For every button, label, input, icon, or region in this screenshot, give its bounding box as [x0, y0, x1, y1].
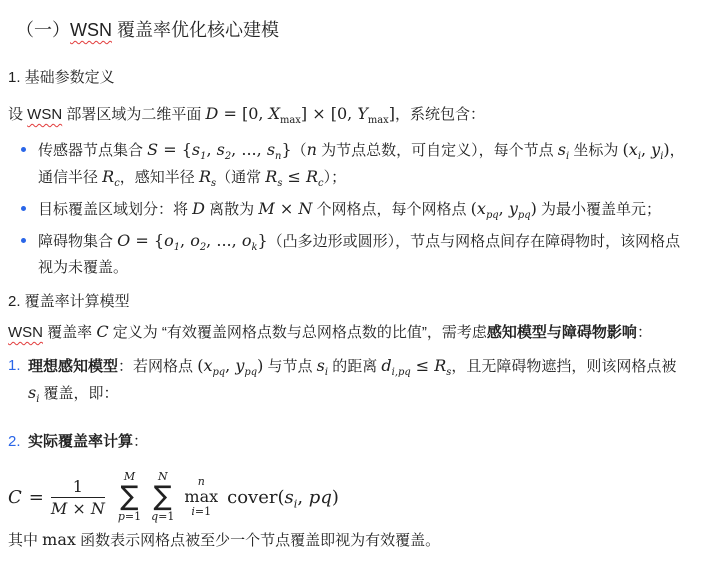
text-run: 覆盖率	[43, 324, 97, 341]
text-run: （通常	[216, 169, 266, 186]
bullet-item-grid-partition	[8, 196, 687, 223]
fraction	[51, 477, 105, 518]
coverage-formula	[8, 471, 687, 523]
text-run: 覆盖率优化核心建模	[112, 20, 280, 40]
inline-math: $R_s$	[198, 167, 217, 190]
text-run: ，系统包含：	[395, 106, 486, 123]
item-text	[28, 433, 148, 450]
text-run: ，感知半径	[119, 169, 199, 186]
text-run: 传感器节点集合	[38, 142, 148, 159]
text-run: 障碍物集合	[38, 233, 118, 250]
inline-math: ($x_{pq}$, $y_{pq}$)	[197, 356, 264, 379]
bullet-text	[38, 140, 685, 190]
subsection-heading-2: 2. 覆盖率计算模型	[8, 293, 130, 310]
inline-math: M × N	[258, 199, 313, 218]
parameter-bullet-list	[8, 137, 687, 281]
text-run: （一）	[16, 20, 70, 40]
inline-math: C	[96, 322, 109, 341]
text-run: 离散为	[205, 201, 259, 218]
item-number: 1.	[8, 357, 21, 374]
coverage-definition-paragraph	[8, 320, 687, 345]
deploy-region-paragraph	[8, 101, 687, 128]
item-text	[28, 356, 677, 406]
inline-math: ($x_{pq}$, $y_{pq}$)	[470, 199, 537, 222]
text-run: 覆盖，即：	[39, 385, 119, 402]
inline-math: ($x_i$, $y_i$)	[622, 140, 670, 163]
formula-lhs: C	[8, 486, 22, 508]
text-run: ：若网格点	[118, 358, 198, 375]
text-run: ，且无障碍物遮挡，则该网格点被	[451, 358, 677, 375]
bullet-icon	[21, 206, 26, 211]
formula-tail: $cover(s_i$, pq)	[227, 486, 339, 511]
sum-operator-q: N ∑ q=1	[151, 470, 175, 523]
sigma-icon: ∑	[153, 481, 172, 512]
inline-math: $s_i$	[557, 140, 570, 163]
fraction-bar	[51, 497, 105, 498]
text-run: ：	[133, 433, 149, 450]
misspelled-word: WSN	[70, 20, 112, 40]
text-run: （	[291, 142, 307, 159]
bullet-item-sensor-nodes	[8, 137, 687, 191]
bullet-text	[38, 199, 661, 222]
max-function-note	[8, 531, 687, 550]
text-run: 为最小覆盖单元；	[536, 201, 661, 218]
misspelled-word: WSN	[27, 106, 63, 123]
text-run: ，通信半径	[38, 142, 685, 186]
text-run: 感知模型与障碍物影响	[486, 324, 637, 341]
inline-math: $R_s \le R_c$	[265, 167, 324, 190]
sigma-icon: ∑	[120, 481, 139, 512]
text-run: 个网格点，每个网格点	[312, 201, 471, 218]
inline-math: n	[306, 140, 317, 159]
inline-math: $S = \{s_1$, $s_2$, ..., $s_n$}	[147, 140, 292, 163]
text-run: 的距离	[328, 358, 382, 375]
text-run: 部署区域为二维平面	[62, 106, 206, 123]
inline-math: $s_i$	[316, 356, 329, 379]
inline-math: D = [0, $X_{max}] \times [0$, $Y_{max}$]	[205, 104, 396, 127]
sum-operator-p: M ∑ p=1	[117, 470, 142, 523]
max-operator: n max i=1	[184, 475, 219, 518]
bullet-icon	[21, 238, 26, 243]
text-run: 函数表示网格点被至少一个节点覆盖即视为有效覆盖。	[75, 532, 441, 549]
inline-math: $R_c$	[102, 167, 120, 190]
text-run: 与节点	[263, 358, 317, 375]
text-run: 设	[8, 106, 28, 123]
page-title	[16, 18, 687, 42]
text-run: 为节点总数，可自定义），每个节点	[316, 142, 558, 159]
text-run: 实际覆盖率计算	[28, 433, 134, 450]
equals-sign: =	[28, 486, 44, 508]
text-run: 坐标为	[569, 142, 623, 159]
bullet-item-obstacles	[8, 228, 687, 281]
item-number: 2.	[8, 433, 21, 450]
fraction-numerator: 1	[72, 476, 83, 496]
inline-math: $d_{i,pq} \le R_s$	[381, 356, 452, 379]
inline-math: $O = \{o_1$, $o_2$, ..., $o_k$}	[117, 231, 268, 254]
misspelled-word: WSN	[8, 324, 43, 341]
text-run: 其中	[8, 532, 43, 549]
text-run: 理想感知模型	[28, 358, 119, 375]
inline-math: D	[192, 199, 205, 218]
numbered-item-ideal-model	[8, 353, 687, 407]
fraction-denominator: M × N	[50, 498, 105, 518]
text-run: （凸多边形或圆形），节点与网格点间存在障碍物时，该网格点视为未覆盖。	[38, 233, 681, 276]
text-run: ）；	[323, 169, 347, 186]
numbered-item-actual-coverage	[8, 429, 687, 455]
text-run: 目标覆盖区域划分：将	[38, 201, 193, 218]
subsection-heading-1: 1. 基础参数定义	[8, 69, 115, 86]
inline-math: $s_i$	[28, 383, 40, 406]
numbered-list	[8, 353, 687, 455]
text-run: 定义为 “有效覆盖网格点数与总网格点数的比值”，需考虑	[108, 324, 487, 341]
inline-math: max	[42, 530, 76, 549]
bullet-icon	[21, 147, 26, 152]
bullet-text	[38, 233, 680, 276]
text-run: ：	[636, 324, 652, 341]
